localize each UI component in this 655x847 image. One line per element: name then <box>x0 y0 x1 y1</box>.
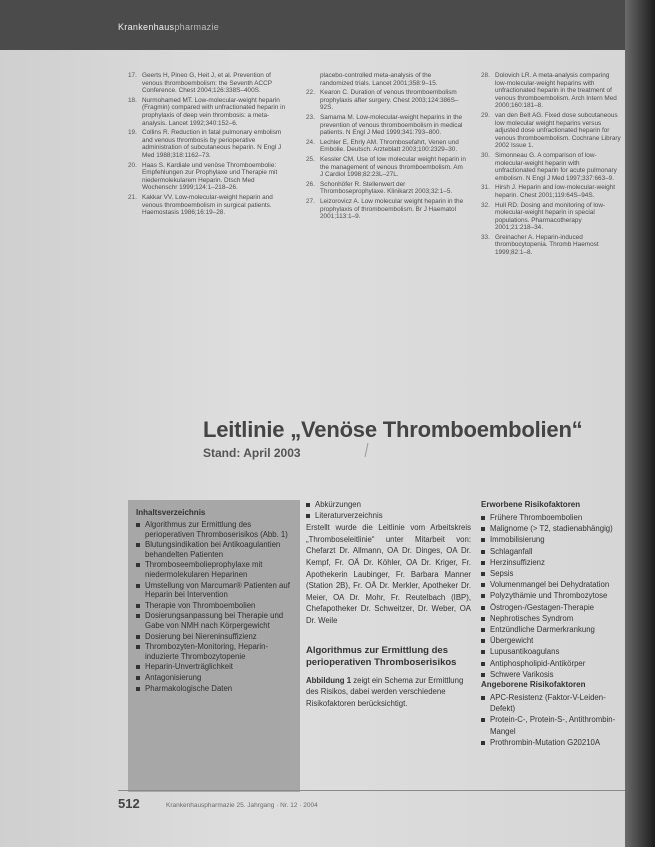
references-column-1 <box>128 72 288 219</box>
reference-text: Schonhöfer R. Stellenwert der Thromboseprophylaxe. Klinikarzt 2003;32:1–5. <box>320 180 453 196</box>
risk-factor-item: Nephrotisches Syndrom <box>481 613 623 624</box>
toc-item: Dosierungsanpassung bei Therapie und Gabe von NMH nach Körpergewicht <box>136 611 296 630</box>
article-subtitle: Stand: April 2003 <box>203 446 301 460</box>
reference-number: 18. <box>128 96 137 104</box>
reference-text: Greinacher A. Heparin-induced thrombocytopenia. Thromb Haemost 1999;82:1–8. <box>495 233 599 257</box>
reference-number: 22. <box>306 89 315 97</box>
risk-factor-item: Protein-C-, Protein-S-, Antithrombin-Mangel <box>481 714 623 736</box>
reference-number: 28. <box>481 72 490 79</box>
book-spine-shadow <box>625 0 655 847</box>
journal-title-light: pharmazie <box>174 22 220 32</box>
risk-factor-item: Sepsis <box>481 568 623 579</box>
footer-journal-info: Krankenhauspharmazie 25. Jahrgang · Nr. 12 · 2004 <box>166 802 318 809</box>
reference-item <box>306 181 466 196</box>
reference-item <box>481 152 621 182</box>
toc-item: Abkürzungen <box>306 500 471 510</box>
reference-number: 30. <box>481 151 490 159</box>
reference-text: Kearon C. Duration of venous thromboembolism prophylaxis after surgery. Chest 2003;124:386S–92S. <box>320 89 459 112</box>
toc-item: Literaturverzeichnis <box>306 511 471 521</box>
reference-number: 21. <box>128 193 137 201</box>
figure-reference-paragraph <box>306 675 471 710</box>
reference-text: Haas S. Kardiale und venöse Thromboembolie: Empfehlungen zur Prophylaxe und Therapie mit niedermolekularem Heparin. Dtsch Med Wochenschr 1999;124:1–218–26. <box>142 161 278 192</box>
reference-item <box>306 139 466 154</box>
reference-item <box>128 162 288 192</box>
reference-number: 19. <box>128 129 137 137</box>
footer-rule <box>118 790 625 791</box>
reference-number: 32. <box>481 201 490 209</box>
reference-number: 17. <box>128 72 137 79</box>
journal-title-bold: Krankenhaus <box>118 22 175 32</box>
reference-number: 25. <box>306 155 315 163</box>
risk-factor-item: Herzinsuffizienz <box>481 557 623 568</box>
acquired-risk-factors-heading: Erworbene Risikofaktoren <box>481 500 581 509</box>
reference-text: Leizorovicz A. Low molecular weight heparin in the prophylaxis of thromboembolism. Br J Haematol 2001;113:1–9. <box>320 197 464 221</box>
text-column-2 <box>306 500 471 709</box>
reference-text: Hull RD. Dosing and monitoring of low-molecular-weight heparin in special populations. Pharmacotherapy 2001;21:218–34. <box>495 201 606 232</box>
toc-item: Blutungsindikation bei Antikoagulantien behandelten Patienten <box>136 540 296 559</box>
reference-text: Nurmohamed MT. Low-molecular-weight heparin (Fragmin) compared with unfractionated heparin in prophylaxis of deep vein thrombosis: a meta-analysis. Lancet 1992;340:152–6. <box>142 96 286 127</box>
reference-item <box>306 89 466 112</box>
reference-item <box>481 234 621 257</box>
toc-item: Algorithmus zur Ermittlung des perioperativen Thromboserisikos (Abb. 1) <box>136 520 296 539</box>
figure-reference-lead: Abbildung 1 <box>306 675 352 685</box>
reference-number: 31. <box>481 184 490 192</box>
reference-item <box>481 72 621 110</box>
reference-item <box>306 156 466 179</box>
reference-text: Dolovich LR. A meta-analysis comparing low-molecular-weight heparins with unfractionated heparin in the treatment of venous thromboembolism. Arch Intern Med 2000;160:181–8. <box>495 72 617 110</box>
header-bar <box>0 0 625 50</box>
reference-text: Lechler E, Ehrly AM. Thrombosefahrt, Venen und Embolie. Deutsch. Arzteblatt 2003;100:2329–30. <box>320 138 459 154</box>
reference-text: Hirsh J. Heparin and low-molecular-weight heparin. Chest 2001;119:64S–94S. <box>495 184 616 199</box>
inherited-risk-factors-list <box>481 692 623 748</box>
risk-factor-item: Antiphospholipid-Antikörper <box>481 658 623 669</box>
risk-factor-item: Schlaganfall <box>481 546 623 557</box>
toc-list <box>136 520 296 694</box>
reference-number: 27. <box>306 197 315 205</box>
toc-item: Thromboseembolieprophylaxe mit niedermolekularen Heparinen <box>136 560 296 579</box>
references-column-3 <box>481 72 621 259</box>
risk-factor-item: Immobilisierung <box>481 534 623 545</box>
toc-item: Antagonisierung <box>136 673 296 683</box>
journal-section-title <box>118 22 219 32</box>
reference-text: placebo-controlled meta-analysis of the randomized trials. Lancet 2001;358:9–15. <box>320 72 438 87</box>
reference-item <box>306 72 466 87</box>
section-heading: Algorithmus zur Ermittlung des perioperativen Thromboserisikos <box>306 644 457 668</box>
toc-item: Pharmakologische Daten <box>136 684 296 694</box>
reference-text: van den Belt AG. Fixed dose subcutaneous low molecular weight heparins versus adjusted dose unfractionated heparin for venous thromboembolism. Cochrane Library 2002 Issue 1. <box>495 111 621 150</box>
inherited-risk-factors-heading: Angeborene Risikofaktoren <box>481 680 586 690</box>
figure-reference-text: zeigt ein Schema zur Ermittlung des Risikos, dabei werden verschiedene Risikofaktoren berücksichtigt. <box>306 675 464 708</box>
toc-item: Therapie von Thromboembolien <box>136 601 296 611</box>
risk-factor-item: Übergewicht <box>481 635 623 646</box>
reference-number: 29. <box>481 111 490 119</box>
page-number: 512 <box>118 796 140 811</box>
toc-title: Inhaltsverzeichnis <box>136 508 206 517</box>
risk-factor-item: Lupusantikoagulans <box>481 646 623 657</box>
reference-item <box>128 72 288 95</box>
toc-item: Heparin-Unverträglichkeit <box>136 662 296 672</box>
risk-factor-item: APC-Resistenz (Faktor-V-Leiden-Defekt) <box>481 692 623 714</box>
risk-factor-item: Volumenmangel bei Dehydratation <box>481 579 623 590</box>
references-column-2 <box>306 72 466 223</box>
risk-factor-item: Malignome (> T2, stadienabhängig) <box>481 523 623 534</box>
reference-text: Simonneau G. A comparison of low-molecular-weight heparin with unfractionated heparin for acute pulmonary embolism. N Engl J Med 1997;337:663–9. <box>495 151 617 182</box>
pencil-mark <box>365 443 369 457</box>
risk-factor-item: Frühere Thromboembolien <box>481 512 623 523</box>
risk-factors-column <box>481 500 623 748</box>
risk-factor-item: Entzündliche Darmerkrankung <box>481 624 623 635</box>
reference-number: 26. <box>306 180 315 188</box>
reference-number: 24. <box>306 138 315 146</box>
risk-factor-item: Schwere Varikosis <box>481 669 623 680</box>
reference-item <box>481 184 621 199</box>
reference-text: Collins R. Reduction in fatal pulmonary embolism and venous thrombosis by perioperative administration of subcutaneous heparin. N Engl J Med 1988;318:1162–73. <box>142 129 282 159</box>
reference-item <box>481 202 621 232</box>
risk-factor-item: Prothrombin-Mutation G20210A <box>481 737 623 748</box>
reference-item <box>128 194 288 217</box>
reference-item <box>128 97 288 127</box>
risk-factor-item: Polyzythämie und Thrombozytose <box>481 590 623 601</box>
risk-factor-item: Östrogen-/Gestagen-Therapie <box>481 602 623 613</box>
authors-paragraph: Erstellt wurde die Leitlinie vom Arbeitskreis „Thromboseleitlinie“ unter Mitarbeit von: Chefarzt Dr. Allmann, OA Dr. Dinges, OA Dr. Kempf, Fr. OÄ Dr. Köhler, OA Dr. Kriger, Fr. Apothekerin Laubinger, Fr. Barbara Manner (Station 2B), Fr. OÄ Dr. Merkler, Apotheker Dr. Meier, OA Dr. Mohr, Fr. Reutelbach (IBP), Chefapotheker Dr. Schweitzer, Dr. Weber, OA Dr. Weile <box>306 523 471 625</box>
reference-item <box>481 112 621 150</box>
reference-text: Kessler CM. Use of low molecular weight heparin in the management of venous thromboembolism. Am J Cardiol 1998;82:23L–27L. <box>320 155 466 179</box>
reference-text: Samama M. Low-molecular-weight heparins in the prevention of venous thromboembolism in medical patients. N Engl J Med 1999;341:793–800. <box>320 113 463 137</box>
toc-item: Umstellung von Marcumar® Patienten auf Heparin bei Intervention <box>136 581 296 600</box>
reference-number: 20. <box>128 161 137 169</box>
reference-item <box>306 114 466 137</box>
toc-continued-list <box>306 500 471 520</box>
acquired-risk-factors-list <box>481 512 623 680</box>
reference-number: 33. <box>481 233 490 241</box>
reference-item <box>306 198 466 221</box>
reference-text: Kakkar VV. Low-molecular-weight heparin and venous thromboembolism in surgical patients. Haemostasis 1986;16:19–28. <box>142 193 273 217</box>
table-of-contents-box <box>128 500 300 792</box>
reference-item <box>128 129 288 159</box>
article-title: Leitlinie „Venöse Thromboembolien“ <box>203 417 583 442</box>
toc-item: Dosierung bei Niereninsuffizienz <box>136 632 296 642</box>
toc-item: Thrombozyten-Monitoring, Heparin-induzierte Thrombozytopenie <box>136 642 296 661</box>
reference-text: Geerts H, Pineo G, Heit J, et al. Prevention of venous thromboembolism: the Seventh ACCP Conference. Chest 2004;126:338S–400S. <box>142 72 272 95</box>
reference-number: 23. <box>306 113 315 121</box>
